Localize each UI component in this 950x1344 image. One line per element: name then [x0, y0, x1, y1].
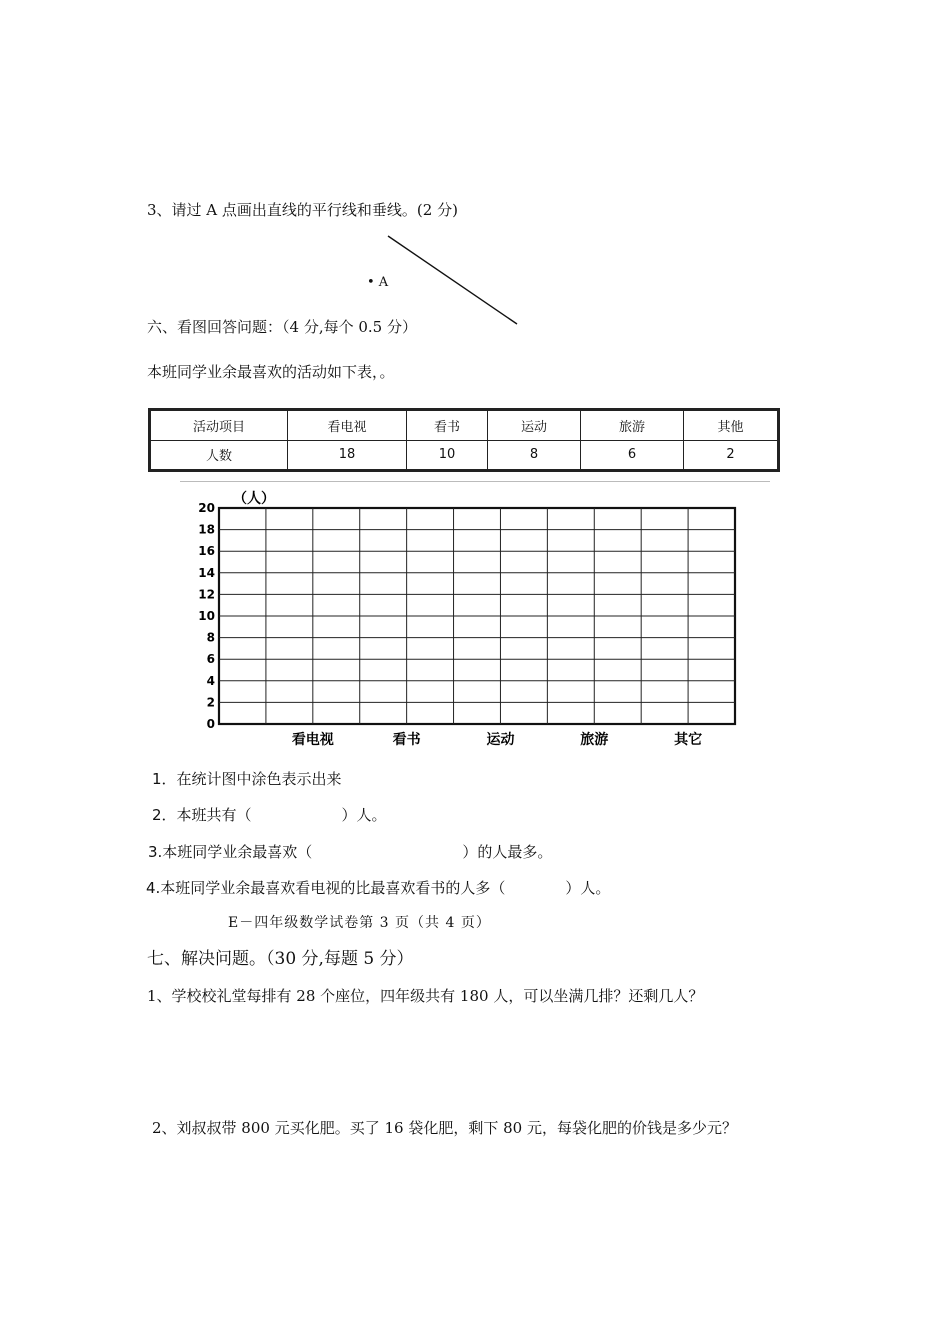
given-line [380, 230, 525, 330]
activity-table [148, 408, 780, 472]
chart-y-tick-label: 18 [198, 522, 215, 537]
table-cell: 旅游 [581, 410, 684, 441]
chart-y-tick-label: 16 [198, 544, 215, 559]
question-6-4: 4.本班同学业余最喜欢看电视的比最喜欢看书的人多（ ）人。 [146, 879, 611, 897]
section-7-question-2: 2、刘叔叔带 800 元买化肥。买了 16 袋化肥，剩下 80 元，每袋化肥的价钱是多少元？ [152, 1119, 737, 1137]
chart-y-tick-label: 4 [206, 673, 215, 688]
bar-chart[interactable] [185, 490, 755, 750]
table-cell: 活动项目 [150, 410, 288, 441]
table-cell: 2 [684, 440, 779, 471]
question-6-2: 2．本班共有（ ）人。 [152, 806, 387, 824]
question-6-3: 3.本班同学业余最喜欢（ ）的人最多。 [148, 843, 553, 861]
separator-line [180, 481, 770, 482]
table-cell: 看书 [407, 410, 488, 441]
table-cell: 人数 [150, 440, 288, 471]
section-7-question-1: 1、学校校礼堂每排有 28 个座位，四年级共有 180 人，可以坐满几排？还剩几人？ [147, 987, 704, 1005]
chart-x-category-label: 旅游 [580, 732, 609, 748]
table-cell: 运动 [488, 410, 581, 441]
chart-y-tick-label: 20 [198, 501, 215, 515]
section-7-title: 七、解决问题。（30 分,每题 5 分） [147, 949, 414, 969]
chart-x-category-label: 运动 [486, 732, 515, 748]
page-footer: E－四年级数学试卷第 3 页（共 4 页） [228, 915, 491, 931]
chart-y-tick-label: 14 [198, 565, 215, 580]
question-6-1: 1．在统计图中涂色表示出来 [152, 770, 342, 788]
chart-y-tick-label: 0 [206, 717, 215, 731]
table-cell: 看电视 [288, 410, 407, 441]
chart-y-ticks [198, 501, 215, 731]
question-3-text: 3、请过 A 点画出直线的平行线和垂线。(2 分) [147, 201, 458, 219]
section-6-title: 六、看图回答问题：（4 分,每个 0.5 分） [147, 318, 417, 336]
chart-x-categories [292, 731, 702, 748]
table-cell: 8 [488, 440, 581, 471]
chart-y-label: （人） [233, 491, 275, 507]
chart-y-tick-label: 8 [206, 630, 215, 645]
chart-y-tick-label: 2 [206, 695, 215, 710]
table-header-row [150, 410, 779, 441]
point-a-label: • A [367, 275, 389, 290]
chart-x-category-label: 看书 [392, 732, 421, 748]
table-row [150, 440, 779, 471]
table-cell: 其他 [684, 410, 779, 441]
section-6-intro: 本班同学业余最喜欢的活动如下表，。 [147, 363, 395, 381]
table-cell: 10 [407, 440, 488, 471]
chart-grid [219, 508, 735, 724]
chart-y-tick-label: 10 [198, 609, 215, 623]
chart-y-tick-label: 6 [206, 652, 215, 667]
table-cell: 18 [288, 440, 407, 471]
table-cell: 6 [581, 440, 684, 471]
chart-x-category-label: 其它 [674, 732, 703, 748]
chart-x-category-label: 看电视 [291, 732, 334, 748]
chart-y-tick-label: 12 [198, 587, 215, 602]
